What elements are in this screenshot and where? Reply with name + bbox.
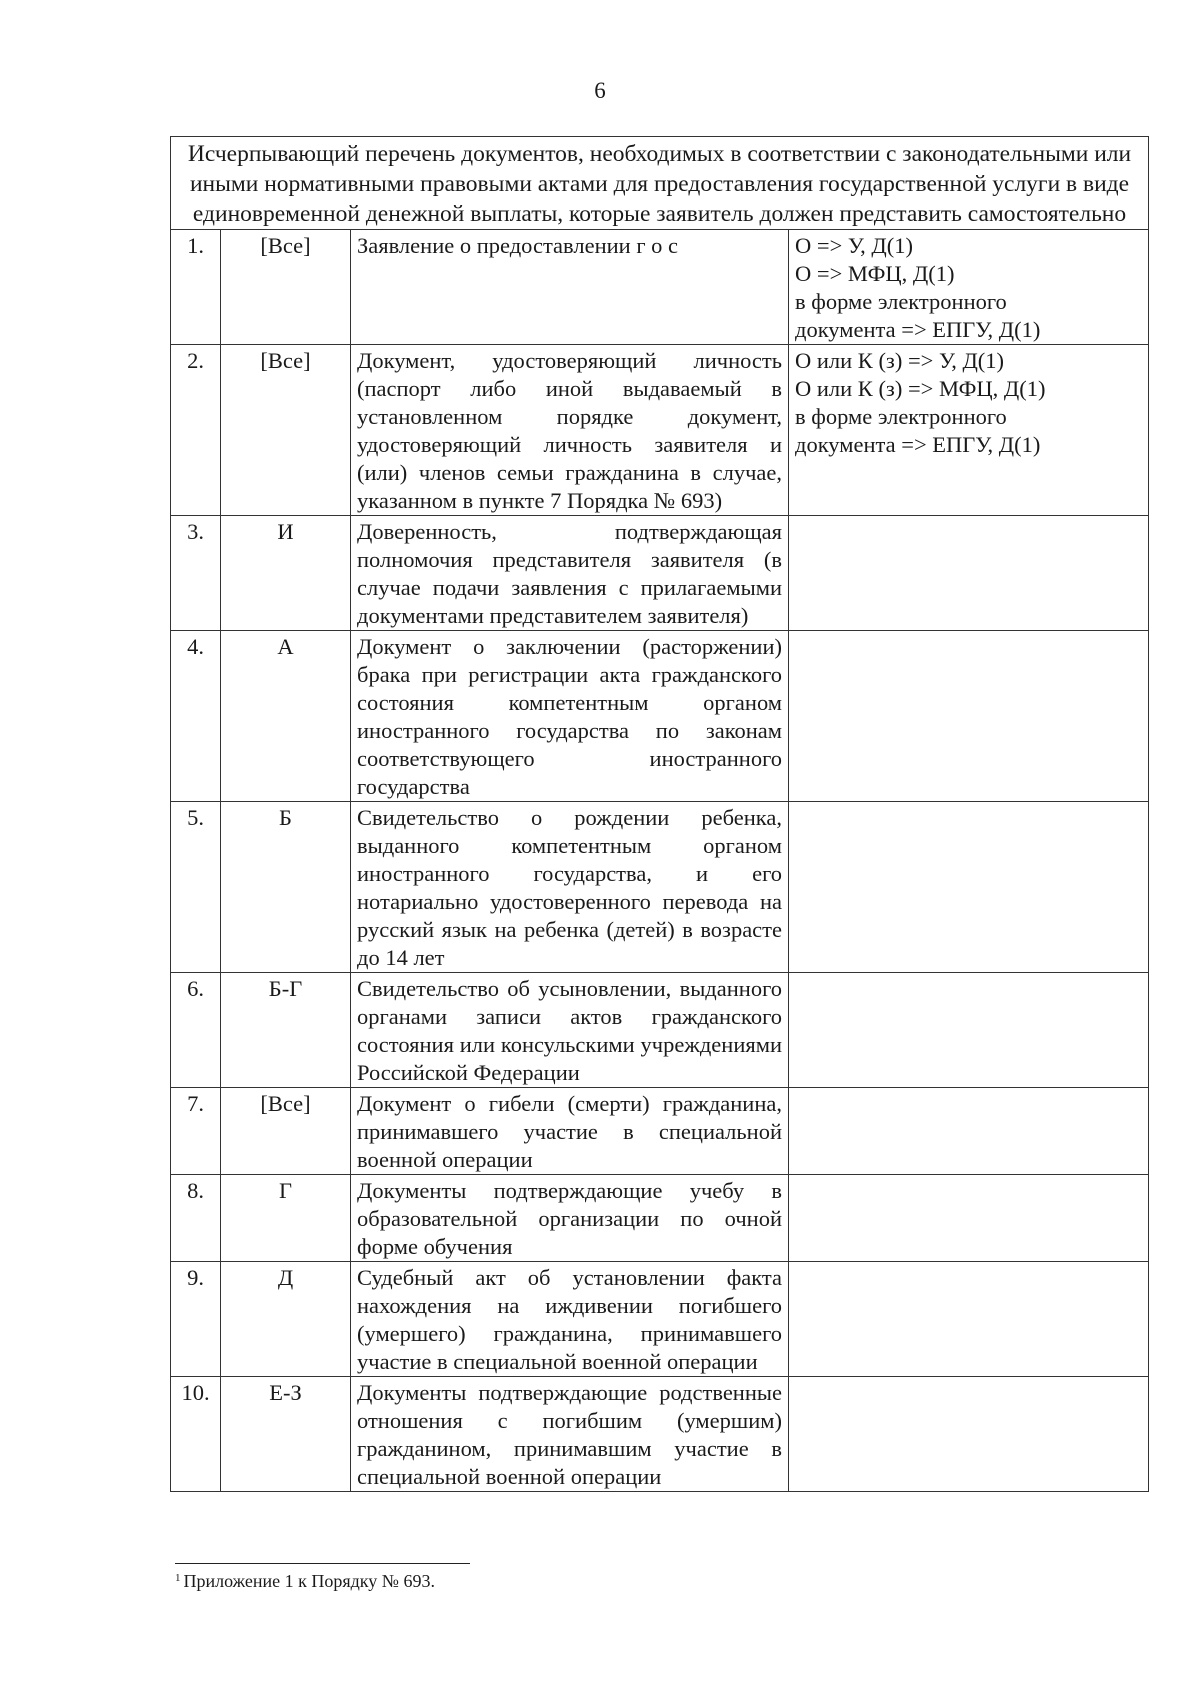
- table-header: Исчерпывающий перечень документов, необходимых в соответствии с законодательными или иными нормативными правовыми актами для предоставления государственной услуги в виде единовременной денежной выплаты, которые заявитель должен представить самостоятельно: [171, 137, 1149, 230]
- row-submission-empty: [789, 973, 1149, 1088]
- row-number: 6.: [171, 973, 221, 1088]
- row-number: 4.: [171, 631, 221, 802]
- row-description: Документ о гибели (смерти) гражданина, принимавшего участие в специальной военной операции: [351, 1088, 789, 1175]
- submission-line: документа => ЕПГУ, Д(1): [795, 432, 1041, 457]
- row-submission-empty: [789, 1262, 1149, 1377]
- table-row: [171, 1262, 1149, 1377]
- table-row: [171, 802, 1149, 973]
- submission-line: О или К (з) => У, Д(1): [795, 348, 1005, 373]
- table-row: [171, 516, 1149, 631]
- footnote-divider: [175, 1563, 470, 1564]
- row-submission-empty: [789, 1175, 1149, 1262]
- row-number: 1.: [171, 230, 221, 345]
- row-category: [Все]: [221, 1088, 351, 1175]
- row-submission: [789, 230, 1149, 345]
- footnote-text: Приложение 1 к Порядку № 693.: [183, 1571, 435, 1591]
- row-category: И: [221, 516, 351, 631]
- documents-table: [170, 136, 1149, 1492]
- row-description: Доверенность, подтверждающая полномочия представителя заявителя (в случае подачи заявления с прилагаемыми документами представителем заявителя): [351, 516, 789, 631]
- row-category: Е-З: [221, 1377, 351, 1492]
- table-row: [171, 1377, 1149, 1492]
- row-submission-empty: [789, 516, 1149, 631]
- footnote-marker: 1: [175, 1572, 181, 1584]
- row-description: Заявление о предоставлении г о с: [351, 230, 789, 345]
- row-category: [Все]: [221, 230, 351, 345]
- row-number: 5.: [171, 802, 221, 973]
- table-row: [171, 631, 1149, 802]
- row-submission: [789, 345, 1149, 516]
- row-description: Документы подтверждающие родственные отношения с погибшим (умершим) гражданином, принимавшим участие в специальной военной операции: [351, 1377, 789, 1492]
- footnote: [175, 1571, 435, 1592]
- row-description: Свидетельство о рождении ребенка, выданного компетентным органом иностранного государства, и его нотариально удостоверенного перевода на русский язык на ребенка (детей) в возрасте до 14 лет: [351, 802, 789, 973]
- table-row: [171, 230, 1149, 345]
- row-category: Д: [221, 1262, 351, 1377]
- row-number: 3.: [171, 516, 221, 631]
- row-category: [Все]: [221, 345, 351, 516]
- table-row: [171, 973, 1149, 1088]
- row-description: Свидетельство об усыновлении, выданного органами записи актов гражданского состояния или консульскими учреждениями Российской Федерации: [351, 973, 789, 1088]
- row-description: Документы подтверждающие учебу в образовательной организации по очной форме обучения: [351, 1175, 789, 1262]
- row-submission-empty: [789, 631, 1149, 802]
- row-description: Документ, удостоверяющий личность (паспорт либо иной выдаваемый в установленном порядке документ, удостоверяющий личность заявителя и (или) членов семьи гражданина в случае, указанном в пункте 7 Порядка № 693): [351, 345, 789, 516]
- row-category: Г: [221, 1175, 351, 1262]
- table-row: [171, 345, 1149, 516]
- table-row: [171, 1175, 1149, 1262]
- row-number: 8.: [171, 1175, 221, 1262]
- row-submission-empty: [789, 1377, 1149, 1492]
- row-submission-empty: [789, 802, 1149, 973]
- submission-line: документа => ЕПГУ, Д(1): [795, 317, 1041, 342]
- row-number: 10.: [171, 1377, 221, 1492]
- row-category: А: [221, 631, 351, 802]
- row-number: 2.: [171, 345, 221, 516]
- row-number: 7.: [171, 1088, 221, 1175]
- row-category: Б: [221, 802, 351, 973]
- page-number: 6: [594, 78, 606, 103]
- submission-line: О => МФЦ, Д(1): [795, 261, 955, 286]
- row-category: Б-Г: [221, 973, 351, 1088]
- submission-line: О или К (з) => МФЦ, Д(1): [795, 376, 1046, 401]
- table-header-row: [171, 137, 1149, 230]
- row-description: Судебный акт об установлении факта нахождения на иждивении погибшего (умершего) гражданина, принимавшего участие в специальной военной операции: [351, 1262, 789, 1377]
- row-description: Документ о заключении (расторжении) брака при регистрации акта гражданского состояния компетентным органом иностранного государства по законам соответствующего иностранного государства: [351, 631, 789, 802]
- submission-line: в форме электронного: [795, 404, 1007, 429]
- row-submission-empty: [789, 1088, 1149, 1175]
- submission-line: в форме электронного: [795, 289, 1007, 314]
- row-number: 9.: [171, 1262, 221, 1377]
- submission-line: О => У, Д(1): [795, 233, 913, 258]
- table-row: [171, 1088, 1149, 1175]
